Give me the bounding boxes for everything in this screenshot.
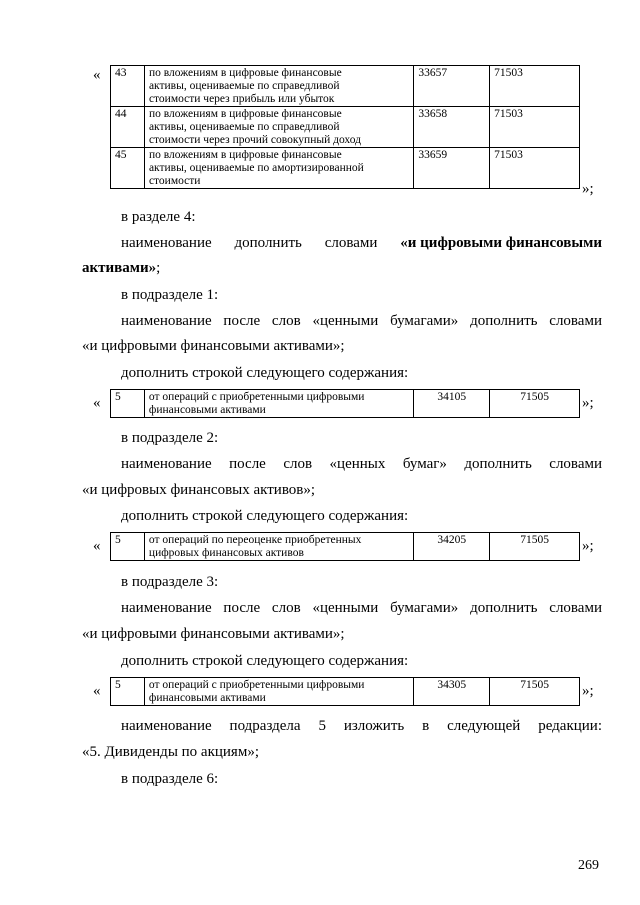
closing-quote: »; — [582, 395, 594, 411]
section-4-name-line1: наименование дополнить словами «и цифровыми финансовыми — [121, 235, 602, 251]
opening-quote: « — [93, 395, 101, 411]
subsection-2-heading: в подразделе 2: — [121, 430, 219, 446]
subsection-1-add-row: дополнить строкой следующего содержания: — [121, 365, 409, 381]
table-row — [111, 678, 580, 706]
row-number: 5 — [111, 678, 145, 706]
opening-quote: « — [93, 67, 101, 83]
account-code: 33659 — [414, 148, 490, 189]
opening-quote: « — [93, 538, 101, 554]
symbol-code: 71503 — [490, 107, 580, 148]
row-number: 43 — [111, 66, 145, 107]
row-number: 5 — [111, 533, 145, 561]
row-number: 45 — [111, 148, 145, 189]
subsection-6-heading: в подразделе 6: — [121, 771, 219, 787]
closing-quote: »; — [582, 538, 594, 554]
symbol-code: 71505 — [490, 390, 580, 418]
subsection-3-heading: в подразделе 3: — [121, 574, 219, 590]
table-row — [111, 66, 580, 107]
row-description: от операций с приобретенными цифровыми финансовыми активами — [144, 390, 413, 418]
subsection-2-text-line2: «и цифровых финансовых активов»; — [82, 482, 316, 498]
accounts-table — [110, 65, 580, 189]
symbol-code: 71505 — [490, 533, 580, 561]
closing-quote: »; — [582, 683, 594, 699]
row-number: 5 — [111, 390, 145, 418]
table-row — [111, 148, 580, 189]
row-description: от операций с приобретенными цифровыми финансовыми активами — [144, 678, 413, 706]
row-description: по вложениям в цифровые финансовые активы, оцениваемые по справедливой стоимости через прочий совокупный доход — [144, 107, 413, 148]
page-number: 269 — [578, 858, 599, 873]
account-code: 34105 — [414, 390, 490, 418]
symbol-code: 71503 — [490, 148, 580, 189]
closing-quote: »; — [582, 181, 594, 197]
section-4-name-line2: активами»; — [82, 260, 161, 276]
subsection-3-add-row: дополнить строкой следующего содержания: — [121, 653, 409, 669]
table-row — [111, 107, 580, 148]
subsection-1-text-line1: наименование после слов «ценными бумагами» дополнить словами — [121, 313, 602, 329]
row-description: по вложениям в цифровые финансовые активы, оцениваемые по справедливой стоимости через прибыль или убыток — [144, 66, 413, 107]
account-code: 34205 — [414, 533, 490, 561]
subsection-5-text-line1: наименование подраздела 5 изложить в следующей редакции: — [121, 718, 602, 734]
account-code: 33657 — [414, 66, 490, 107]
subsection-3-table — [110, 677, 580, 706]
opening-quote: « — [93, 683, 101, 699]
table-row — [111, 533, 580, 561]
subsection-2-add-row: дополнить строкой следующего содержания: — [121, 508, 409, 524]
symbol-code: 71505 — [490, 678, 580, 706]
row-number: 44 — [111, 107, 145, 148]
account-code: 33658 — [414, 107, 490, 148]
account-code: 34305 — [414, 678, 490, 706]
row-description: по вложениям в цифровые финансовые активы, оцениваемые по амортизированной стоимости — [144, 148, 413, 189]
subsection-1-heading: в подразделе 1: — [121, 287, 219, 303]
table-row — [111, 390, 580, 418]
subsection-1-text-line2: «и цифровыми финансовыми активами»; — [82, 338, 345, 354]
subsection-3-text-line1: наименование после слов «ценными бумагами» дополнить словами — [121, 600, 602, 616]
subsection-3-text-line2: «и цифровыми финансовыми активами»; — [82, 626, 345, 642]
row-description: от операций по переоценке приобретенных цифровых финансовых активов — [144, 533, 413, 561]
subsection-5-text-line2: «5. Дивиденды по акциям»; — [82, 744, 259, 760]
subsection-1-table — [110, 389, 580, 418]
subsection-2-table — [110, 532, 580, 561]
symbol-code: 71503 — [490, 66, 580, 107]
subsection-2-text-line1: наименование после слов «ценных бумаг» дополнить словами — [121, 456, 602, 472]
section-4-heading: в разделе 4: — [121, 209, 196, 225]
